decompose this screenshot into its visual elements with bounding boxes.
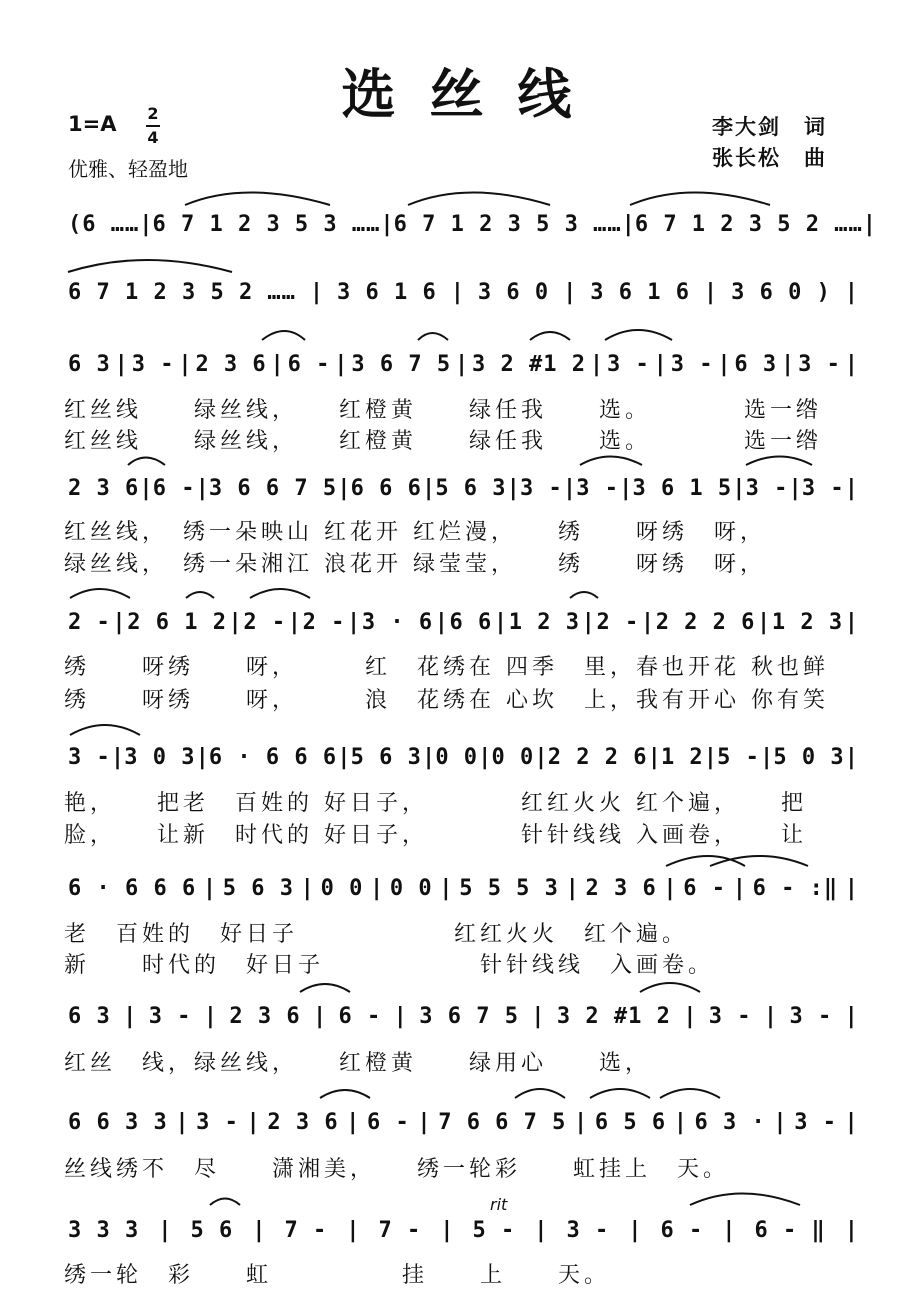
bar-line: | xyxy=(531,1004,545,1029)
measure: 6 - xyxy=(338,1004,382,1029)
bar-line: | xyxy=(440,1218,454,1243)
bar-line: | xyxy=(534,1218,548,1243)
lyric-line: 绣 呀绣 呀， 浪 花绣在 心坎 上，我有开心 你有笑 xyxy=(64,688,829,713)
measure: 3 - xyxy=(745,476,789,501)
bar-line: | xyxy=(300,876,314,901)
measure: 3 6 1 5 xyxy=(632,476,733,501)
bar-line: | xyxy=(417,1110,431,1135)
slur xyxy=(70,589,130,598)
measure: 6 3 · xyxy=(694,1110,766,1135)
measure: 5 - xyxy=(472,1218,516,1243)
slur xyxy=(746,457,812,466)
measure: 2 6 1 2 xyxy=(127,610,227,635)
measure: 5 5 5 3 xyxy=(459,876,559,901)
bar-line: | xyxy=(228,610,242,635)
measure: 0 0 xyxy=(389,876,433,901)
slur xyxy=(128,458,165,466)
measure: 3 - xyxy=(798,352,841,377)
measure: 2 - xyxy=(243,610,287,635)
bar-line: | xyxy=(844,745,858,770)
lyric-line: 红丝线 绿丝线， 红橙黄 绿任我 选。 选一绺 xyxy=(64,398,823,423)
bar-line: | xyxy=(434,610,448,635)
measure: 3 3 3 xyxy=(68,1218,140,1243)
bar-line: | xyxy=(589,352,604,377)
bar-line: | xyxy=(175,1110,189,1135)
measure: 6 · 6 6 6 xyxy=(208,745,338,770)
measure: 6 6 6 xyxy=(350,476,422,501)
measure: 2 - xyxy=(596,610,640,635)
slur xyxy=(300,984,350,992)
measure: 6 7 1 2 3 5 3 …… xyxy=(152,212,381,237)
measure: 2 - xyxy=(68,610,111,635)
lyric-line: 脸， 让新 时代的 好日子， 针针线线 入画卷， 让 xyxy=(64,823,807,848)
bar-line: | xyxy=(421,476,436,501)
measure: 2 - xyxy=(302,610,346,635)
measure: 3 0 3 xyxy=(124,745,196,770)
measure: 2 3 6 xyxy=(195,352,267,377)
bar-line: | xyxy=(369,876,384,901)
measure: 3 6 0 ) xyxy=(731,280,831,305)
bar-line: | xyxy=(178,352,192,377)
lyricist-credit: 李大剑 词 xyxy=(712,115,827,139)
bar-line: | xyxy=(844,1110,858,1135)
bar-line: | xyxy=(621,212,635,237)
bar-line: | xyxy=(844,352,858,377)
bar-line: | xyxy=(139,212,153,237)
slur xyxy=(530,332,570,340)
bar-line: | xyxy=(562,476,577,501)
bar-line: | xyxy=(683,1004,697,1029)
measure: 6 - xyxy=(367,1110,410,1135)
bar-line: | xyxy=(647,745,661,770)
bar-line: | xyxy=(110,745,125,770)
bar-line: | xyxy=(732,876,746,901)
measure: 0 0 xyxy=(320,876,364,901)
bar-line: | xyxy=(309,280,324,305)
bar-line: | xyxy=(844,610,858,635)
measure: 6 7 1 2 3 5 2 …… xyxy=(68,280,296,305)
bar-line: | xyxy=(202,876,217,901)
bar-line: | xyxy=(195,476,209,501)
bar-line: | xyxy=(337,745,351,770)
bar-line: | xyxy=(346,1218,360,1243)
measure: 5 6 3 xyxy=(350,745,422,770)
measure: 7 - xyxy=(284,1218,328,1243)
lyric-line: 绣 呀绣 呀， 红 花绣在 四季 里，春也开花 秋也鲜 xyxy=(64,655,829,680)
bar-line: | xyxy=(653,352,667,377)
measure: 6 - xyxy=(287,352,331,377)
bar-line: | xyxy=(454,352,469,377)
measure: 1 2 xyxy=(660,745,704,770)
slur xyxy=(418,333,448,340)
slur xyxy=(408,193,550,206)
bar-line: | xyxy=(393,1004,407,1029)
measure: 6 - xyxy=(152,476,196,501)
slur xyxy=(68,260,232,272)
bar-line: | xyxy=(760,745,774,770)
measure: 3 2 #1 2 xyxy=(556,1004,671,1029)
measure: 3 - xyxy=(520,476,563,501)
lyric-line: 绣一轮 彩 虹 挂 上 天。 xyxy=(64,1263,611,1288)
bar-line: | xyxy=(287,610,302,635)
measure: 6 7 1 2 3 5 3 …… xyxy=(393,212,622,237)
slur xyxy=(262,331,305,340)
bar-line: | xyxy=(844,476,858,501)
time-signature-bottom: 4 xyxy=(147,128,159,147)
slur xyxy=(250,589,310,598)
bar-line: | xyxy=(703,280,718,305)
slur xyxy=(70,725,140,735)
measure: 6 - xyxy=(660,1218,704,1243)
measure: 6 - ‖ xyxy=(754,1218,826,1243)
bar-line: | xyxy=(493,610,508,635)
measure: 7 6 6 7 5 xyxy=(438,1110,567,1135)
measure: 6 5 6 xyxy=(594,1110,667,1135)
lyric-line: 红丝线 绿丝线， 红橙黄 绿任我 选。 选一绺 xyxy=(64,429,823,454)
bar-line: | xyxy=(195,745,209,770)
slur xyxy=(210,1199,240,1206)
bar-line: | xyxy=(673,1110,687,1135)
bar-line: | xyxy=(640,610,655,635)
measure: 3 - xyxy=(708,1004,752,1029)
bar-line: | xyxy=(246,1110,260,1135)
measure: 3 6 1 6 xyxy=(590,280,690,305)
measure: 6 · 6 6 6 xyxy=(68,876,197,901)
bar-line: | xyxy=(252,1218,266,1243)
measure: 2 3 6 xyxy=(267,1110,339,1135)
measure: 2 3 6 xyxy=(585,876,657,901)
measure: 3 6 1 6 xyxy=(337,280,437,305)
measure: 3 - xyxy=(794,1110,837,1135)
measure: 3 6 7 5 xyxy=(419,1004,519,1029)
tempo-marking: 优雅、轻盈地 xyxy=(68,157,188,181)
measure: 3 - xyxy=(606,352,650,377)
slur xyxy=(515,1089,565,1098)
bar-line: | xyxy=(139,476,153,501)
bar-line: | xyxy=(773,1110,787,1135)
slur xyxy=(660,1089,720,1098)
measure: 6 6 3 3 xyxy=(68,1110,168,1135)
measure: 5 6 xyxy=(190,1218,234,1243)
bar-line: | xyxy=(581,610,595,635)
measure: 3 6 0 xyxy=(477,280,550,305)
bar-line: | xyxy=(619,476,633,501)
bar-line: | xyxy=(844,876,858,901)
measure: 0 0 xyxy=(435,745,479,770)
measure: 5 0 3 xyxy=(773,745,845,770)
bar-line: | xyxy=(862,212,876,237)
bar-line: | xyxy=(439,876,453,901)
slur xyxy=(185,193,330,206)
measure: 3 - xyxy=(576,476,619,501)
bar-line: | xyxy=(123,1004,137,1029)
measure: 3 - xyxy=(789,1004,833,1029)
bar-line: | xyxy=(844,1218,858,1243)
measure: (6 …… xyxy=(68,212,140,237)
lyric-line: 艳， 把老 百姓的 好日子， 红红火火 红个遍， 把 xyxy=(64,791,807,816)
measure: 1 2 3 xyxy=(771,610,844,635)
lyric-line: 老 百姓的 好日子 红红火火 红个遍。 xyxy=(64,922,689,947)
key-signature: 1=A xyxy=(68,112,117,136)
measure: 3 6 7 5 xyxy=(351,352,452,377)
bar-line: | xyxy=(757,610,771,635)
bar-line: | xyxy=(563,280,577,305)
lyric-line: 绿丝线， 绣一朵湘江 浪花开 绿莹莹， 绣 呀绣 呀， xyxy=(64,552,766,577)
bar-line: | xyxy=(763,1004,778,1029)
lyric-line: 红丝线， 绣一朵映山 红花开 红烂漫， 绣 呀绣 呀， xyxy=(64,520,766,545)
measure: 3 6 6 7 5 xyxy=(208,476,338,501)
measure: 5 6 3 xyxy=(222,876,295,901)
measure: 1 2 3 xyxy=(508,610,580,635)
bar-line: | xyxy=(534,745,548,770)
measure: 6 - :‖ xyxy=(752,876,839,901)
composer-credit: 张长松 曲 xyxy=(712,146,827,170)
lyric-line: 红丝 线，绿丝线， 红橙黄 绿用心 选， xyxy=(64,1051,652,1076)
slur xyxy=(640,983,700,992)
bar-line: | xyxy=(788,476,802,501)
bar-line: | xyxy=(574,1110,588,1135)
slur xyxy=(580,457,642,466)
bar-line: | xyxy=(114,352,128,377)
bar-line: | xyxy=(203,1004,218,1029)
lyric-line: 丝线绣不 尽 潇湘美， 绣一轮彩 虹挂上 天。 xyxy=(64,1157,730,1182)
bar-line: | xyxy=(337,476,351,501)
measure: 2 3 6 xyxy=(229,1004,301,1029)
measure: 2 2 2 6 xyxy=(547,745,648,770)
bar-line: | xyxy=(722,1218,736,1243)
measure: 3 2 #1 2 xyxy=(472,352,587,377)
measure: 2 3 6 xyxy=(68,476,140,501)
measure: 6 3 xyxy=(68,1004,111,1029)
measure: 6 7 1 2 3 5 2 …… xyxy=(634,212,863,237)
measure: 6 3 xyxy=(68,352,111,377)
bar-line: | xyxy=(312,1004,327,1029)
measure: 6 3 xyxy=(734,352,778,377)
bar-line: | xyxy=(565,876,579,901)
bar-line: | xyxy=(781,352,795,377)
slur xyxy=(320,1090,370,1098)
bar-line: | xyxy=(112,610,126,635)
measure: 3 · 6 xyxy=(361,610,434,635)
bar-line: | xyxy=(346,610,361,635)
slur xyxy=(570,592,598,598)
measure: 3 - xyxy=(196,1110,239,1135)
bar-line: | xyxy=(478,745,492,770)
bar-line: | xyxy=(270,352,284,377)
bar-line: | xyxy=(732,476,746,501)
measure: 7 - xyxy=(378,1218,422,1243)
measure: 5 6 3 xyxy=(435,476,507,501)
lyric-line: 新 时代的 好日子 针针线线 入画卷。 xyxy=(64,953,715,978)
measure: 5 - xyxy=(717,745,760,770)
bar-line: | xyxy=(663,876,677,901)
bar-line: | xyxy=(844,280,858,305)
page-title: 选丝线 xyxy=(341,62,606,126)
measure: 6 - xyxy=(683,876,727,901)
bar-line: | xyxy=(450,280,464,305)
ritardando-mark: rit xyxy=(490,1195,508,1214)
measure: 6 6 xyxy=(449,610,493,635)
slur xyxy=(630,193,770,206)
measure: 3 - xyxy=(68,745,111,770)
slur xyxy=(690,1194,800,1206)
bar-line: | xyxy=(844,1004,858,1029)
measure: 3 - xyxy=(801,476,845,501)
slur xyxy=(186,592,214,598)
measure: 3 - xyxy=(131,352,175,377)
bar-line: | xyxy=(703,745,718,770)
bar-line: | xyxy=(334,352,348,377)
time-signature-top: 2 xyxy=(147,104,159,123)
bar-line: | xyxy=(506,476,520,501)
measure: 2 2 2 6 xyxy=(655,610,756,635)
bar-line: | xyxy=(717,352,731,377)
bar-line: | xyxy=(380,212,394,237)
measure: 3 - xyxy=(670,352,714,377)
bar-line: | xyxy=(346,1110,360,1135)
bar-line: | xyxy=(158,1218,172,1243)
measure: 3 - xyxy=(566,1218,610,1243)
bar-line: | xyxy=(628,1218,642,1243)
slur xyxy=(590,1089,650,1098)
slur xyxy=(666,856,745,866)
measure: 0 0 xyxy=(491,745,535,770)
slur xyxy=(605,330,672,340)
bar-line: | xyxy=(421,745,436,770)
measure: 3 - xyxy=(148,1004,192,1029)
